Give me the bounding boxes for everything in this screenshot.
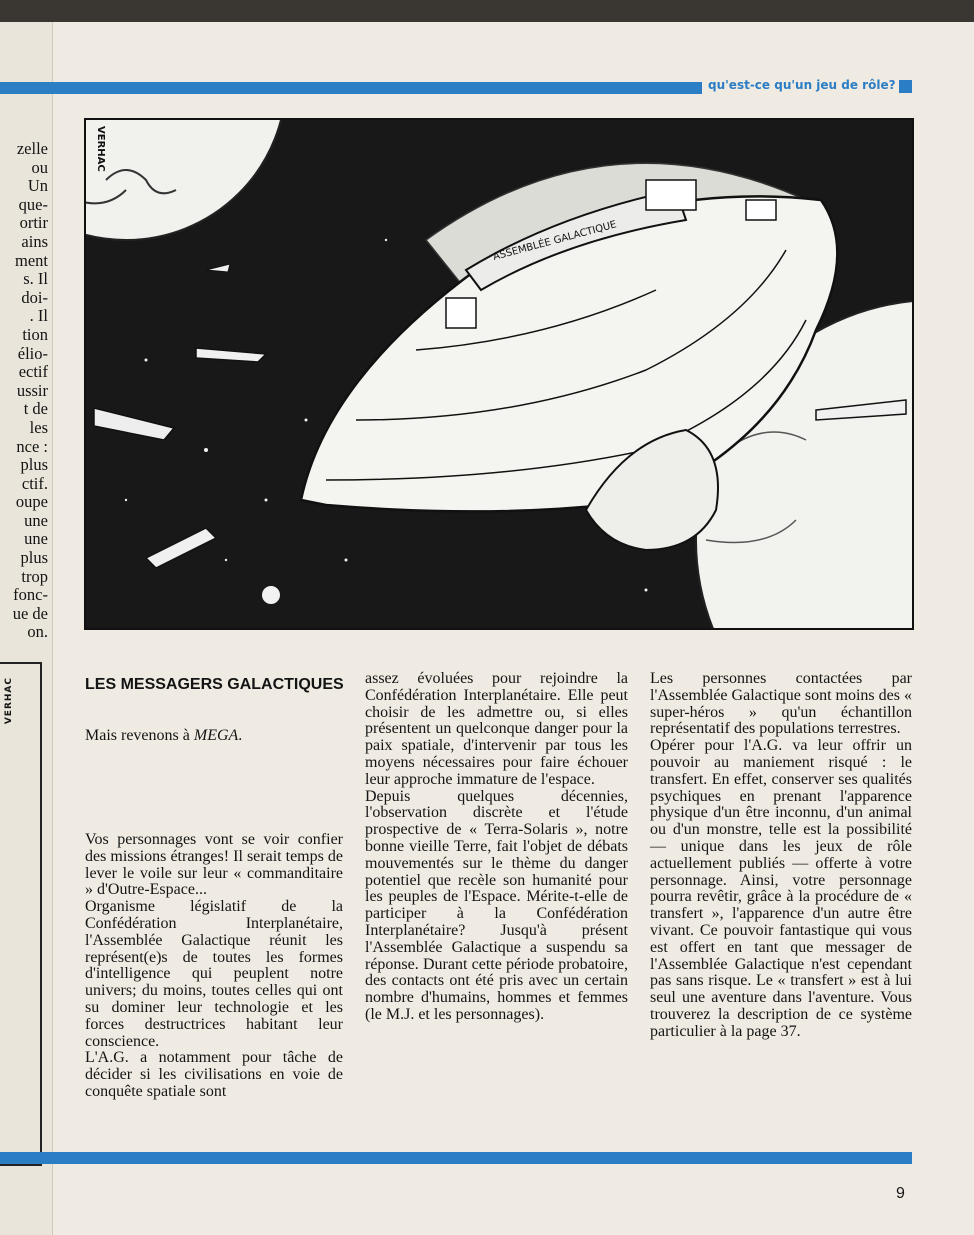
previous-page-signature: VERHAC — [4, 677, 14, 725]
article-heading: LES MESSAGERS GALACTIQUES — [85, 676, 344, 693]
header-square-marker — [899, 80, 912, 93]
illustration-signature: VERHAC — [95, 126, 106, 172]
previous-page-edge — [0, 22, 53, 1235]
header-rule — [0, 82, 702, 94]
col2-paragraph-1: assez évoluées pour rejoindre la Confédération Interplanétaire. Elle peut choisir de les admettre ou, si elles présentent un quelconque danger pour la paix spatiale, d'intervenir par tous les moyens nécessaires pour faire échouer leur approche immature de l'espace. — [365, 670, 628, 788]
section-header: qu'est-ce qu'un jeu de rôle? — [708, 78, 896, 92]
article-column-3 — [650, 671, 912, 1041]
space-station-illustration — [84, 118, 914, 630]
col1-paragraph-3: L'A.G. a notamment pour tâche de décider si les civilisations en voie de conquête spatiale sont — [85, 1049, 343, 1100]
article-intro — [85, 728, 343, 745]
col2-paragraph-2: Depuis quelques décennies, l'observation discrète et l'étude prospective de « Terra-Solaris », notre bonne vieille Terre, fait l'objet de débats mouvementés sur le thème du danger potentiel que recèle son humanité pour les peuples de l'Espace. Mérite-t-elle de participer à la Confédération Interplanétaire? Jusqu'à présent l'Assemblée Galactique a suspendu sa réponse. Durant cette période probatoire, des contacts ont été pris avec un certain nombre d'humains, hommes et femmes (le M.J. et les personnages). — [365, 787, 628, 1023]
station-label: ASSEMBLÉE GALACTIQUE — [491, 219, 618, 263]
footer-rule — [0, 1152, 912, 1164]
scan-top-edge — [0, 0, 974, 22]
illustration-drawing — [86, 120, 912, 628]
article-column-2 — [365, 671, 628, 1024]
article-column-1 — [85, 832, 343, 1101]
col1-paragraph-1: Vos personnages vont se voir confier des missions étranges! Il serait temps de lever le voile sur leur « commanditaire » d'Outre-Espace... — [85, 831, 343, 899]
intro-prefix: Mais revenons à — [85, 727, 194, 744]
previous-page-illustration-frame — [0, 662, 42, 1166]
intro-suffix: . — [238, 727, 243, 744]
col3-paragraph-2: Opérer pour l'A.G. va leur offrir un pouvoir au maniement risqué : le transfert. En effet, conserver ses qualités psychiques en prenant l'apparence physique d'un être inconnu, d'un animal ou d'un monstre, telle est la possibilité — unique dans les jeux de rôle actuellement publiés — offerte à votre personnage. Ainsi, votre personnage pourra revêtir, grâce à la procédure de « transfert », l'apparence d'un autre être vivant. Ce pouvoir fantastique qui vous est offert en tant que messager de l'Assemblée Galactique n'est cependant pas sans risque. Le « transfert » est à lui seul une aventure dans l'aventure. Vous trouverez la description de ce système particulier à la page 37. — [650, 737, 912, 1040]
intro-title: MEGA — [193, 727, 239, 744]
page-number: 9 — [896, 1185, 905, 1202]
previous-page-text-fragments: zelle ou Un que- ortir ains ment s. Il doi- . Il tion élio- ectif ussir t de les nce : plus ctif. oupe une une plus trop fonc- ue de on. — [12, 139, 48, 642]
col3-paragraph-1: Les personnes contactées par l'Assemblée Galactique sont moins des « super-héros » qu'un échantillon représentatif des populations terrestres. — [650, 670, 912, 738]
col1-paragraph-2: Organisme législatif de la Confédération Interplanétaire, l'Assemblée Galactique réunit les représent(e)s de toutes les formes d'intelligence qui peuplent notre univers; du moins, toutes celles qui ont su dominer leur technologie et les forces destructrices habitant leur conscience. — [85, 898, 343, 1050]
